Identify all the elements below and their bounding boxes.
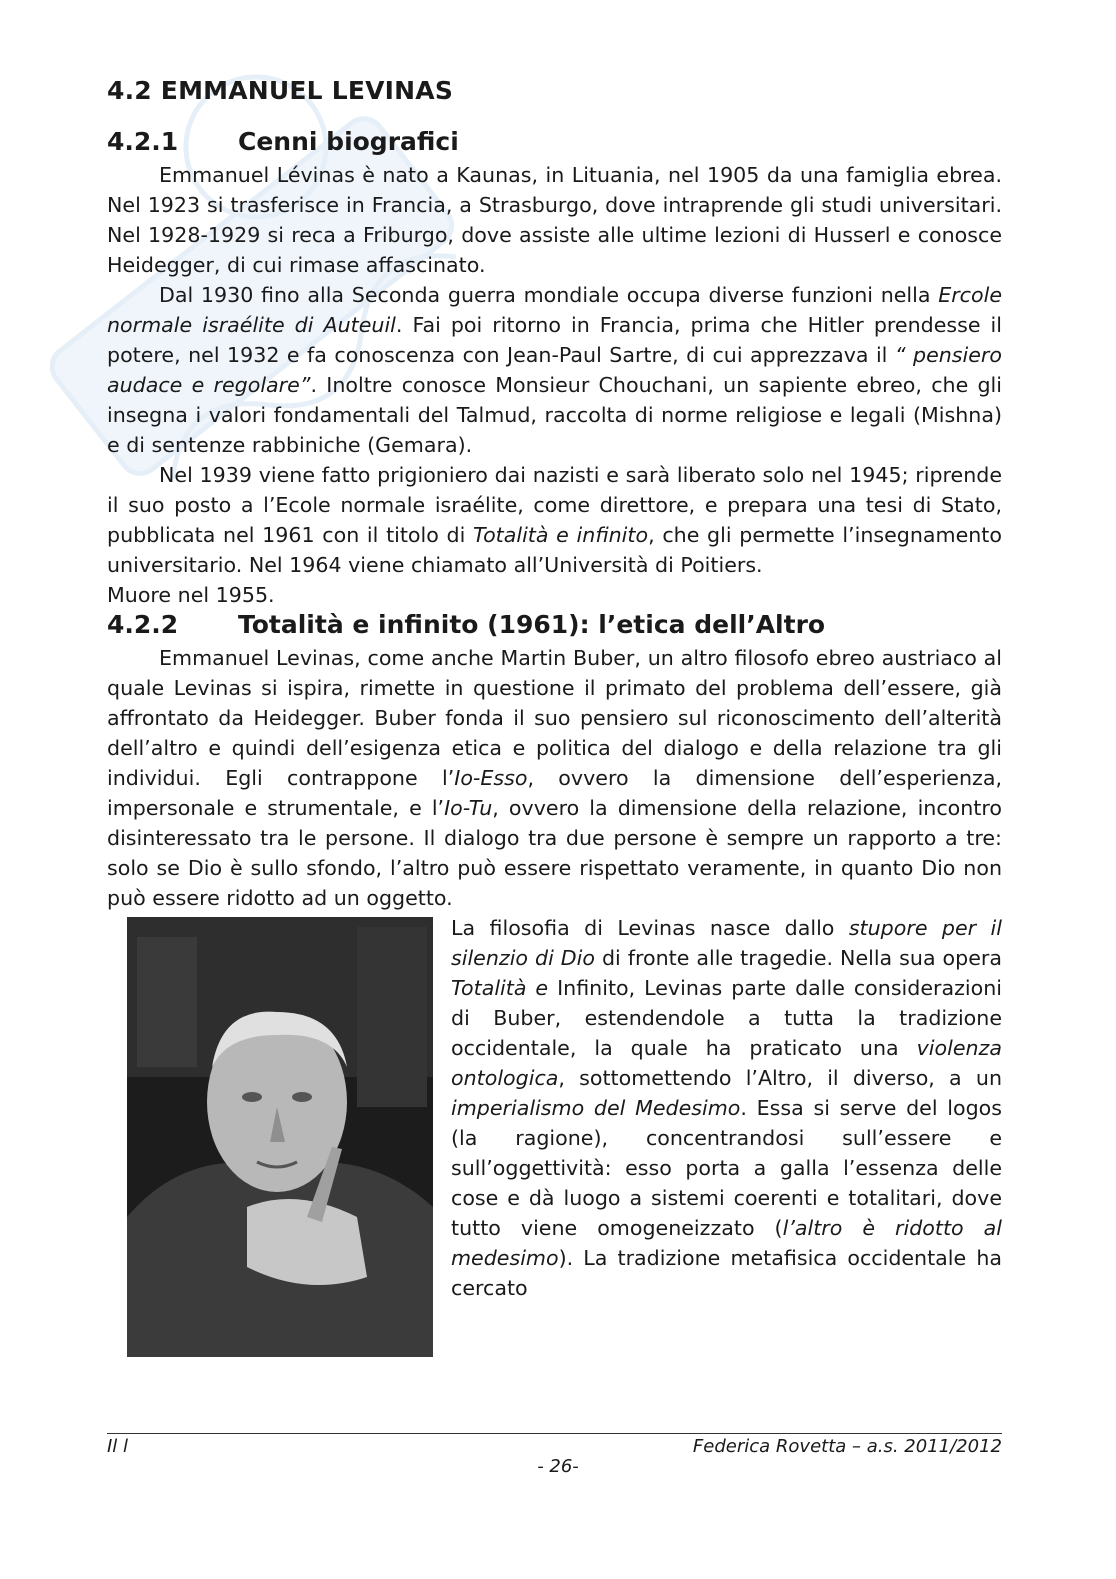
section-title: Totalità e infinito (1961): l’etica dell’Altro [238, 610, 826, 639]
section-heading-ethics [107, 610, 1002, 639]
section-number: 4.2.2 [107, 610, 179, 639]
footer-left-text: Il l [107, 1436, 129, 1457]
paragraph: Dal 1930 fino alla Seconda guerra mondiale occupa diverse funzioni nella Ercole normale israélite di Auteuil. Fai poi ritorno in Francia, prima che Hitler prendesse il potere, nel 1932 e fa conoscenza con Jean-Paul Sartre, di cui apprezzava il “ pensiero audace e regolare”. Inoltre conosce Monsieur Chouchani, un sapiente ebreo, che gli insegna i valori fondamentali del Talmud, raccolta di norme religiose e legali (Mishna) e di sentenze rabbiniche (Gemara). [107, 283, 1002, 457]
paragraph: Muore nel 1955. [107, 583, 275, 607]
portrait-photo [127, 917, 433, 1357]
paragraph: La filosofia di Levinas nasce dallo stupore per il silenzio di Dio di fronte alle tragedie. Nella sua opera Totalità e Infinito, Levinas parte dalle considerazioni di Buber, estendendole a tutta la tradizione occidentale, la quale ha praticato una violenza ontologica, sottomettendo l’Altro, il diverso, a un imperialismo del Medesimo. Essa si serve del logos (la ragione), concentrandosi sull’essere e sull’oggettività: esso porta a galla l’essenza delle cose e dà luogo a sistemi coerenti e totalitari, dove tutto viene omogeneizzato (l’altro è ridotto al medesimo). La tradizione metafisica occidentale ha cercato [451, 916, 1002, 1300]
section-heading-biography [107, 127, 1002, 156]
page-number: - 26- [537, 1456, 579, 1477]
paragraph: Emmanuel Levinas, come anche Martin Buber, un altro filosofo ebreo austriaco al quale Levinas si ispira, rimette in questione il primato del problema dell’essere, già affrontato da Heidegger. Buber fonda il suo pensiero sul riconoscimento dell’alterità dell’altro e quindi dell’esigenza etica e politica del dialogo e della relazione tra gli individui. Egli contrappone l’Io-Esso, ovvero la dimensione dell’esperienza, impersonale e strumentale, e l’Io-Tu, ovvero la dimensione della relazione, incontro disinteressato tra le persone. Il dialogo tra due persone è sempre un rapporto a tre: solo se Dio è sullo sfondo, l’altro può essere rispettato veramente, in quanto Dio non può essere ridotto ad un oggetto. [107, 646, 1002, 910]
section-number: 4.2.1 [107, 127, 179, 156]
section-title: Cenni biografici [238, 127, 459, 156]
photo-text-block [107, 913, 1002, 1303]
paragraph: Nel 1939 viene fatto prigioniero dai nazisti e sarà liberato solo nel 1945; riprende il suo posto a l’Ecole normale israélite, come direttore, e prepara una tesi di Stato, pubblicata nel 1961 con il titolo di Totalità e infinito, che gli permette l’insegnamento universitario. Nel 1964 viene chiamato all’Università di Poitiers. [107, 463, 1002, 577]
paragraph: Emmanuel Lévinas è nato a Kaunas, in Lituania, nel 1905 da una famiglia ebrea. Nel 1923 si trasferisce in Francia, a Strasburgo, dove intraprende gli studi universitari. Nel 1928-1929 si reca a Friburgo, dove assiste alle ultime lezioni di Husserl e conosce Heidegger, di cui rimase affascinato. [107, 163, 1002, 277]
document-page [107, 76, 1002, 1357]
footer-author: Federica Rovetta – a.s. 2011/2012 [692, 1436, 1002, 1457]
chapter-title: 4.2 EMMANUEL LEVINAS [107, 76, 454, 105]
